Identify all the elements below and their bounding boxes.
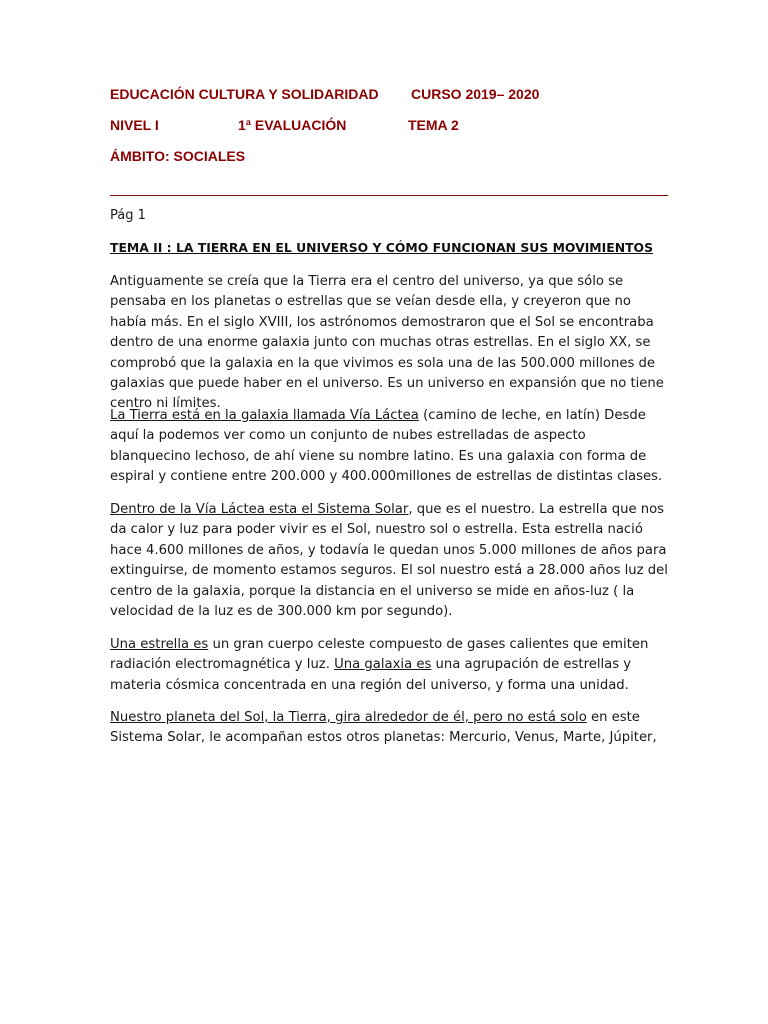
paragraph-2 (110, 406, 670, 488)
paragraph-1 (110, 272, 670, 415)
page-number: Pág 1 (110, 208, 146, 223)
paragraph-1-text: Antiguamente se creía que la Tierra era el centro del universo, ya que sólo se pensaba en los planetas o estrellas que se veían desde ella, y creyeron que no había más. En el siglo XVIII, los astrónomos demostraron que el Sol se encontraba dentro de una enorme galaxia junto con muchas otras estrellas. En el siglo XX, se comprobó que la galaxia en la que vivimos es sola una de las 500.000 millones de galaxias que puede haber en el universo. Es un universo en expansión que no tiene centro ni límites. (110, 274, 664, 412)
header-level: NIVEL I (110, 117, 159, 133)
paragraph-4-text-b: una agrupación de estrellas y materia cósmica concentrada en una región del universo, y forma una unidad. (110, 657, 632, 693)
paragraph-4-highlight-star: Una estrella es (110, 637, 209, 652)
header-area: ÁMBITO: SOCIALES (110, 148, 246, 164)
document-title: TEMA II : LA TIERRA EN EL UNIVERSO Y CÓMO FUNCIONAN SUS MOVIMIENTOS (110, 240, 653, 255)
paragraph-5 (110, 708, 670, 749)
paragraph-5-text: en este Sistema Solar, le acompañan estos otros planetas: Mercurio, Venus, Marte, Júpiter, (110, 710, 657, 746)
header-evaluation: 1ª EVALUACIÓN (238, 117, 347, 133)
paragraph-5-highlight: Nuestro planeta del Sol, la Tierra, gira alrededor de él, pero no está solo (110, 710, 587, 725)
paragraph-4 (110, 635, 670, 696)
paragraph-3 (110, 500, 670, 622)
header-divider (110, 195, 668, 196)
paragraph-4-text-a: un gran cuerpo celeste compuesto de gases calientes que emiten radiación electromagnética y luz. (110, 637, 649, 673)
paragraph-2-text: (camino de leche, en latín) Desde aquí la podemos ver como un conjunto de nubes estrelladas de aspecto blanquecino lechoso, de ahí viene su nombre latino. Es una galaxia con forma de espiral y contiene entre 200.000 y 400.000millones de estrellas de distintas clases. (110, 408, 663, 485)
paragraph-3-text: , que es el nuestro. La estrella que nos da calor y luz para poder vivir es el Sol, nuestro sol o estrella. Esta estrella nació hace 4.600 millones de años, y todavía le quedan unos 5.000 millones de años para extinguirse, de momento estamos seguros. El sol nuestro está a 28.000 años luz del centro de la galaxia, porque la distancia en el universo se mide en años-luz ( la velocidad de la luz es de 300.000 km por segundo). (110, 502, 668, 620)
paragraph-3-highlight: Dentro de la Vía Láctea esta el Sistema Solar (110, 502, 409, 517)
header-course: CURSO 2019– 2020 (411, 86, 540, 102)
header-org: EDUCACIÓN CULTURA Y SOLIDARIDAD (110, 86, 379, 102)
paragraph-4-highlight-galaxy: Una galaxia es (334, 657, 432, 673)
header-topic: TEMA 2 (408, 117, 459, 133)
paragraph-2-highlight: La Tierra está en la galaxia llamada Vía Láctea (110, 408, 419, 423)
